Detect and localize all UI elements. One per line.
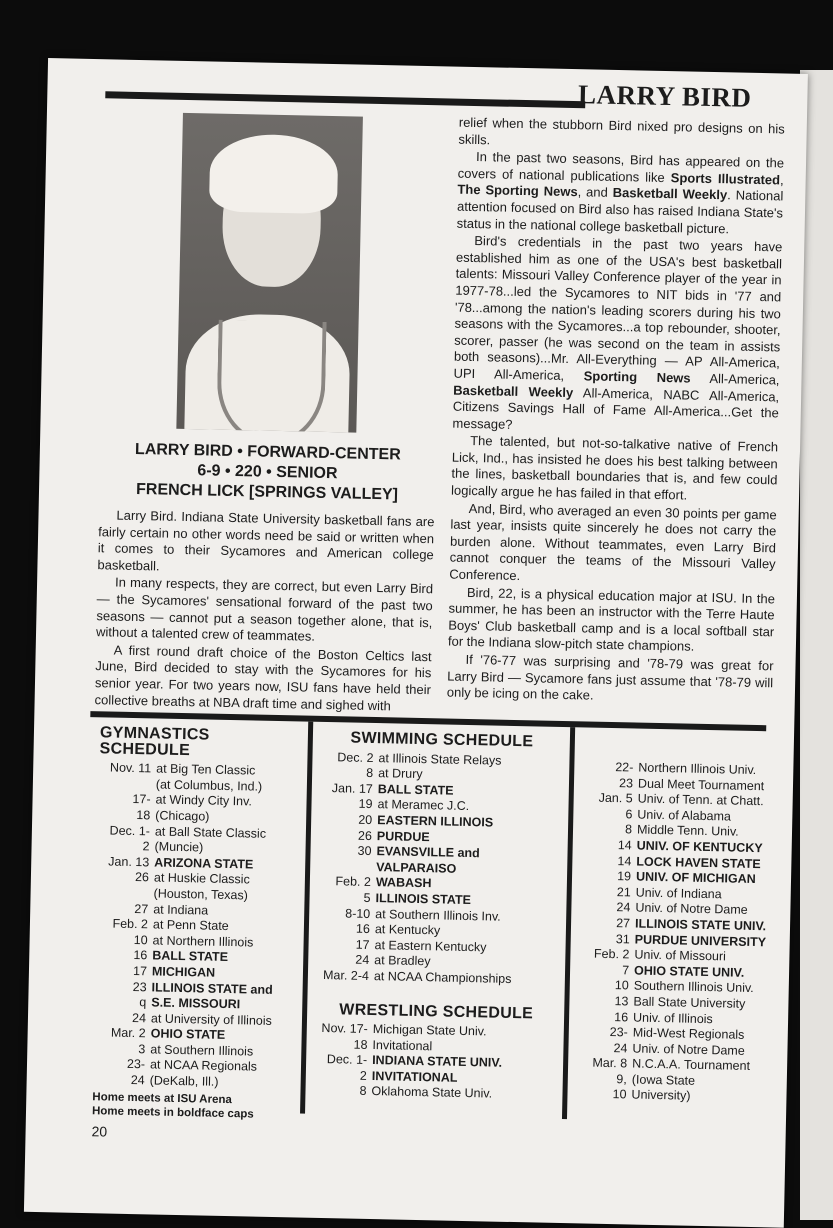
schedule-date: Mar. 8	[592, 1055, 628, 1071]
schedule-date: 27	[616, 916, 631, 931]
article-paragraph: In the past two seasons, Bird has appeared on the covers of national publications like Sports Illustrated, The Sporting News, and Basketball Weekly. National attention focused on Bird also has raised Indiana State's status in the national college basketball picture.	[456, 149, 785, 236]
schedule-date: 6	[625, 807, 633, 822]
schedule-event: at Indiana	[153, 901, 209, 918]
schedule-date: 30	[357, 843, 372, 859]
schedule-date: 18	[136, 808, 151, 823]
adjacent-page-edge	[800, 70, 833, 1220]
schedule-event: Univ. of Illinois	[632, 1010, 713, 1026]
schedule-date: Jan. 5	[598, 790, 633, 806]
schedule-event: Univ. of Tenn. at Chatt.	[637, 791, 764, 809]
schedule-event: at Kentucky	[374, 922, 441, 938]
schedule-event: OHIO STATE UNIV.	[633, 963, 745, 980]
schedule-event: Southern Illinois Univ.	[633, 978, 754, 996]
schedule-event: (at Columbus, Ind.)	[155, 777, 263, 794]
schedule-date: 22-	[615, 760, 634, 775]
schedule-heading: GYMNASTICS SCHEDULE	[99, 724, 210, 759]
schedule-date: 24	[355, 952, 370, 968]
article-paragraph: Larry Bird. Indiana State University basketball fans are fairly certain no other words need be said or written when it comes to their Sycamores and American college basketball.	[97, 507, 435, 574]
schedule-event: ILLINOIS STATE	[375, 891, 472, 908]
program-page	[24, 58, 808, 1228]
schedule-date: Dec. 1-	[326, 1052, 368, 1068]
schedule-date: 24	[616, 900, 631, 915]
schedule-event: at Penn State	[152, 917, 229, 934]
caption-line: 6-9 • 220 • SENIOR	[197, 462, 338, 483]
schedule-event: ILLINOIS STATE UNIV.	[634, 916, 767, 934]
swimming-schedule	[314, 728, 562, 1104]
schedule-date: 17	[132, 963, 148, 979]
schedule-row	[574, 1087, 774, 1107]
title-rule	[105, 91, 585, 108]
schedule-list	[574, 759, 781, 1106]
schedule-event: Oklahoma State Univ.	[371, 1084, 493, 1102]
schedule-event: at Huskie Classic	[153, 870, 250, 887]
schedule-event: at Windy City Inv.	[155, 792, 253, 809]
schedule-event: at Big Ten Classic	[156, 761, 256, 778]
schedule-date: Feb. 2	[335, 874, 372, 890]
schedule-event: (Muncie)	[154, 839, 204, 855]
schedule-event: Mid-West Regionals	[632, 1025, 745, 1042]
schedule-event: (Houston, Texas)	[153, 886, 249, 903]
schedule-event: Univ. of Notre Dame	[632, 1041, 745, 1058]
schedule-event: Invitational	[372, 1037, 433, 1053]
schedule-date: 10	[612, 1087, 627, 1102]
schedule-date: Dec. 2	[337, 749, 374, 765]
schedule-event: Univ. of Indiana	[635, 885, 722, 902]
article-paragraph: relief when the stubborn Bird nixed pro designs on his skills.	[458, 114, 785, 147]
schedule-event: at Eastern Kentucky	[374, 937, 487, 955]
schedule-row	[93, 1072, 297, 1092]
schedule-event: at Bradley	[374, 953, 431, 969]
schedule-date: 8	[624, 822, 633, 837]
schedule-date: 26	[357, 828, 373, 843]
schedule-date: 8	[359, 1084, 367, 1099]
schedule-date: Feb. 2	[112, 916, 149, 932]
schedule-date: 9,	[616, 1072, 627, 1087]
schedule-date: 16	[614, 1009, 629, 1024]
article-column-right	[447, 115, 785, 709]
schedule-event: PURDUE	[376, 828, 430, 844]
photo-jersey	[216, 320, 327, 433]
page-title: LARRY BIRD	[577, 79, 752, 113]
schedule-date: Feb. 2	[593, 946, 630, 962]
schedule-event: (Iowa State	[631, 1072, 696, 1088]
schedule-date: Mar. 2	[110, 1025, 146, 1041]
caption-line: FRENCH LICK [SPRINGS VALLEY]	[135, 480, 399, 504]
schedule-date: q	[139, 995, 147, 1010]
player-caption	[99, 439, 436, 506]
schedule-divider	[562, 727, 575, 1119]
schedule-event: at Drury	[378, 766, 423, 782]
schedule-date: Jan. 13	[108, 854, 150, 870]
schedule-event: Univ. of Alabama	[637, 807, 732, 824]
schedule-event: Univ. of Missouri	[634, 947, 727, 964]
schedule-event: at NCAA Regionals	[149, 1057, 258, 1075]
schedule-event: BALL STATE	[377, 781, 454, 798]
schedule-date: 8	[366, 766, 374, 781]
schedule-event: at Southern Illinois	[150, 1042, 254, 1059]
schedule-date: 16	[355, 921, 371, 937]
schedule-event: EASTERN ILLINOIS	[377, 813, 494, 830]
schedule-list	[317, 750, 562, 989]
schedule-date: 16	[133, 948, 148, 963]
schedule-date: 2	[142, 839, 150, 854]
schedule-event: LOCK HAVEN STATE	[636, 854, 761, 871]
schedule-event: WABASH	[375, 875, 432, 891]
schedule-date: 24	[613, 1040, 628, 1056]
schedule-date: 17-	[132, 792, 151, 807]
schedule-event: MICHIGAN	[151, 964, 216, 980]
schedule-date: Nov. 17-	[321, 1021, 368, 1037]
article-paragraph: Bird, 22, is a physical education major at ISU. In the summer, he has been an instructor with the Terre Haute Boys' Club basketball camp and is a local softball star for the Indiana slow-pitch state champions.	[447, 584, 776, 655]
schedule-event: at Meramec J.C.	[377, 797, 470, 814]
article-paragraph: A first round draft choice of the Boston Celtics last June, Bird decided to stay with the Sycamores for his senior year. For two years now, ISU fans have held their collective breaths at NBA draft time and sighed with	[94, 642, 432, 713]
schedule-list	[314, 1021, 556, 1104]
schedule-event: ILLINOIS STATE and	[151, 979, 273, 997]
schedule-date: 23-	[126, 1057, 146, 1072]
schedule-date: Dec. 1-	[109, 823, 151, 838]
schedule-event: INDIANA STATE UNIV.	[372, 1053, 503, 1071]
schedule-date: 18	[353, 1037, 368, 1052]
schedule-event: at Northern Illinois	[152, 933, 254, 950]
schedule-date: 2	[359, 1068, 367, 1083]
schedule-event: at Ball State Classic	[154, 824, 267, 841]
schedule-event: UNIV. OF MICHIGAN	[635, 869, 756, 887]
schedule-date: 14	[617, 838, 632, 853]
schedule-date: 5	[363, 890, 371, 905]
article-paragraph: And, Bird, who averaged an even 30 points per game last year, insists quite sincerely he does not carry the burden alone. Without teammates, even Larry Bird cannot conquer the teams of the Missouri Valley Conference.	[449, 500, 777, 584]
schedule-event: S.E. MISSOURI	[151, 995, 241, 1012]
schedule-event: EVANSVILLE and	[376, 844, 480, 861]
schedule-event: N.C.A.A. Tournament	[632, 1056, 751, 1074]
schedule-event: OHIO STATE	[150, 1026, 226, 1043]
photo-hair	[209, 133, 339, 214]
wrestling-schedule-continued	[574, 759, 781, 1106]
schedule-date: 21	[616, 884, 631, 900]
schedule-event: at University of Illinois	[150, 1011, 272, 1028]
schedule-event: UNIV. OF KENTUCKY	[636, 838, 763, 856]
schedule-event: Middle Tenn. Univ.	[636, 822, 739, 840]
schedule-event: PURDUE UNIVERSITY	[634, 932, 767, 949]
schedule-event: at NCAA Championships	[373, 968, 512, 986]
schedule-date: 27	[134, 901, 149, 916]
schedule-event: Michigan State Univ.	[372, 1022, 487, 1039]
caption-line: LARRY BIRD • FORWARD-CENTER	[134, 440, 401, 464]
schedule-date	[96, 885, 153, 902]
schedule-date: 8-10	[345, 905, 371, 921]
schedule-event: Northern Illinois Univ.	[638, 760, 757, 778]
schedule-date	[319, 859, 376, 876]
player-photo	[176, 113, 363, 433]
schedule-date: 17	[355, 937, 370, 952]
schedule-event: Univ. of Notre Dame	[635, 900, 748, 918]
schedule-date: 10	[133, 932, 148, 948]
schedule-date: 7	[622, 962, 630, 978]
schedule-date: 23	[618, 775, 634, 791]
article-paragraph: In many respects, they are correct, but even Larry Bird — the Sycamores' sensational forward of the past two seasons — cannot put a season together alone, that is, without a talented crew of teammates.	[95, 574, 434, 644]
schedule-date: 26	[134, 870, 150, 885]
schedule-event: (DeKalb, Ill.)	[149, 1073, 219, 1089]
schedule-event: Ball State University	[633, 994, 746, 1011]
article-paragraph: Bird's credentials in the past two years have established him as one of the USA's best basketball talents: Missouri Valley Conference player of the year in 1977-78...led the Sycamores to NIT bids in '77 and '78...among the nation's leading scorers during his two seasons with the Sycamores...a top rebounder, shooter, scorer, passer (he was second on the team in assists both seasons)...Mr. All-Everything — AP All-America, UPI All-America, Sporting News All-America, Basketball Weekly All-America, NABC All-America, Citizens Savings Hall of Fame All-America...Get the message?	[452, 233, 783, 432]
schedule-date: 31	[615, 931, 630, 946]
schedule-date	[99, 776, 156, 793]
schedule-notes: Home meets at ISU Arena Home meets in boldface caps	[91, 1090, 254, 1121]
schedule-heading: SWIMMING SCHEDULE	[350, 729, 534, 751]
schedule-date: 13	[614, 994, 629, 1009]
schedule-event: (Chicago)	[155, 808, 210, 824]
article-column-left	[94, 507, 434, 716]
schedule-date: 23	[132, 979, 147, 994]
schedule-event: BALL STATE	[152, 948, 229, 965]
schedule-date: 3	[138, 1042, 146, 1057]
schedule-date: 10	[614, 978, 629, 993]
schedule-event: ARIZONA STATE	[154, 855, 254, 872]
schedule-date: 19	[358, 797, 373, 812]
gymnastics-schedule	[91, 723, 304, 1143]
schedule-date: Nov. 11	[109, 760, 152, 776]
schedule-date: 24	[130, 1073, 145, 1088]
article-paragraph: If '76-77 was surprising and '78-79 was great for Larry Bird — Sycamore fans just assume that '78-79 will only be icing on the cake.	[446, 651, 774, 703]
schedule-heading: WRESTLING SCHEDULE	[339, 1000, 534, 1022]
schedule-event: at Southern Illinois Inv.	[375, 906, 501, 924]
schedule-date: Mar. 2-4	[322, 967, 370, 983]
schedule-date: 20	[358, 812, 373, 827]
schedule-event: at Illinois State Relays	[378, 750, 502, 768]
schedule-event: University)	[631, 1087, 691, 1104]
schedule-event: VALPARAISO	[376, 859, 457, 876]
article-paragraph: The talented, but not-so-talkative native of French Lick, Ind., has insisted he does his best talking between the lines, basketball boundaries that is, and few could logically argue he has failed in that effort.	[450, 433, 779, 503]
schedule-date: 14	[617, 853, 632, 868]
schedule-event: INVITATIONAL	[371, 1068, 458, 1085]
schedule-date: 24	[131, 1010, 147, 1025]
schedule-event: Dual Meet Tournament	[637, 776, 765, 793]
schedule-list	[93, 760, 304, 1092]
schedule-date: Jan. 17	[331, 780, 373, 796]
schedule-date: 23-	[609, 1025, 628, 1040]
schedule-date: 19	[617, 869, 632, 884]
page-number: 20	[91, 1122, 108, 1140]
